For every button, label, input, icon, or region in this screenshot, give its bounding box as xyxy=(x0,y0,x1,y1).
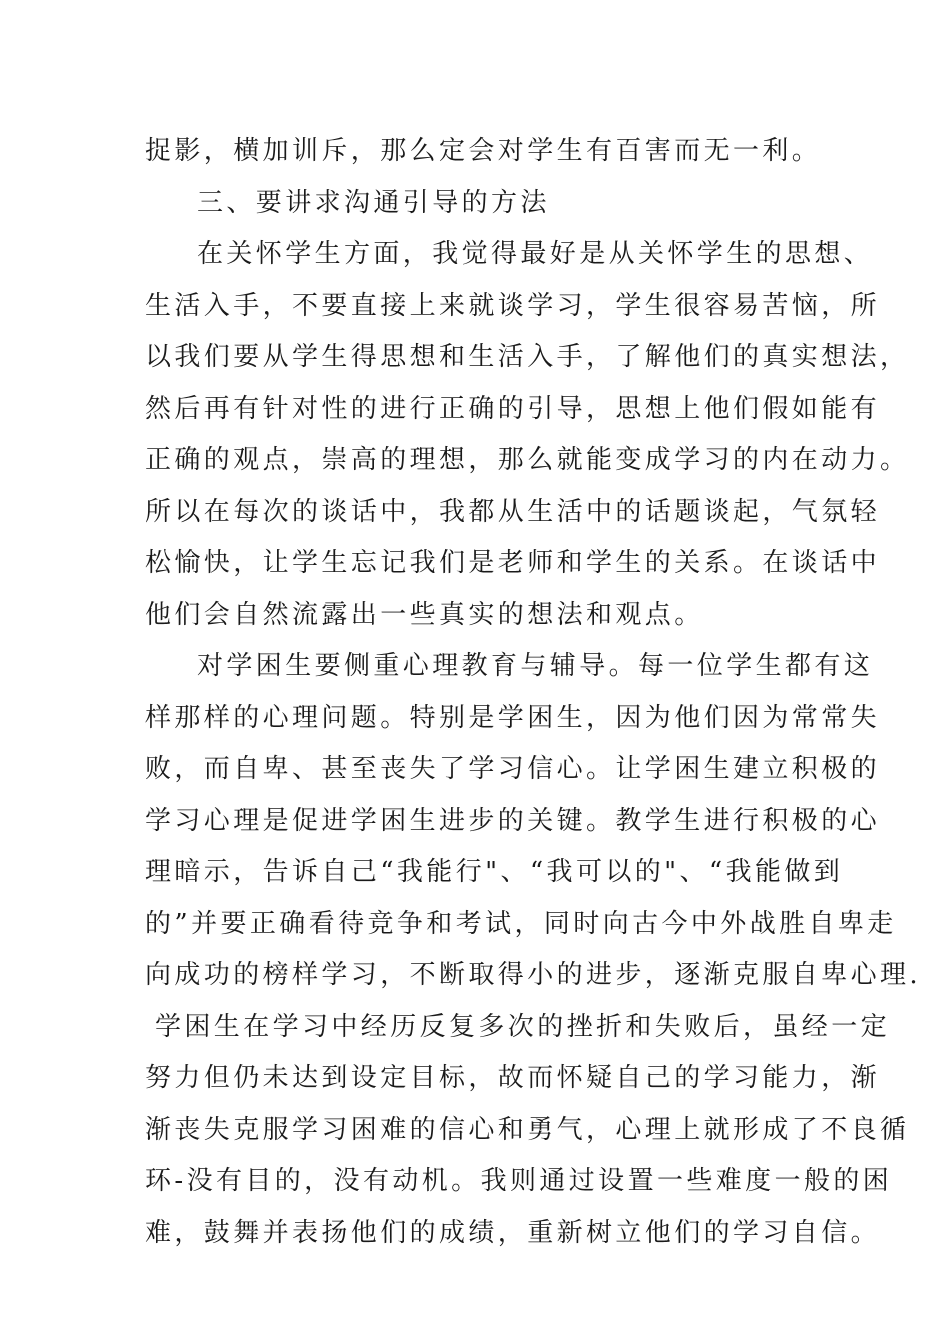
text-line: 向成功的榜样学习，不断取得小的进步，逐渐克服自卑心理. xyxy=(145,960,922,990)
text-line: 所以在每次的谈话中，我都从生活中的话题谈起，气氛轻 xyxy=(145,496,881,527)
text-line: 他们会自然流露出一些真实的想法和观点。 xyxy=(145,599,704,630)
text-line: 学习心理是促进学困生进步的关键。教学生进行积极的心 xyxy=(145,805,881,836)
text-line: 渐丧失克服学习困难的信心和勇气，心理上就形成了不良循 xyxy=(145,1114,910,1145)
text-line: 以我们要从学生得思想和生活入手，了解他们的真实想法， xyxy=(145,342,910,372)
section-heading: 三、要讲求沟通引导的方法 xyxy=(197,187,550,218)
text-line: 败，而自卑、甚至丧失了学习信心。让学困生建立积极的 xyxy=(145,754,881,784)
document-body xyxy=(145,126,922,1259)
text-line: 正确的观点，崇高的理想，那么就能变成学习的内在动力。 xyxy=(145,445,910,475)
text-line: 的”并要正确看待竞争和考试，同时向古今中外战胜自卑走 xyxy=(145,908,897,939)
text-line: 努力但仍未达到设定目标，故而怀疑自己的学习能力，渐 xyxy=(145,1063,881,1093)
text-line: 在关怀学生方面，我觉得最好是从关怀学生的思想、 xyxy=(197,239,874,269)
text-line: 对学困生要侧重心理教育与辅导。每一位学生都有这 xyxy=(197,651,874,681)
text-line: 然后再有针对性的进行正确的引导，思想上他们假如能有 xyxy=(145,393,881,424)
text-line: 学困生在学习中经历反复多次的挫折和失败后，虽经一定 xyxy=(155,1011,891,1042)
text-line: 捉影，横加训斥，那么定会对学生有百害而无一利。 xyxy=(145,136,822,166)
text-line: 松愉快，让学生忘记我们是老师和学生的关系。在谈话中 xyxy=(145,548,881,578)
text-line: 理暗示，告诉自己“我能行"、“我可以的"、“我能做到 xyxy=(145,857,844,887)
text-line: 环-没有目的，没有动机。我则通过设置一些难度一般的困 xyxy=(145,1166,893,1196)
text-line: 样那样的心理问题。特别是学困生，因为他们因为常常失 xyxy=(145,702,881,733)
text-line: 生活入手，不要直接上来就谈学习，学生很容易苦恼，所 xyxy=(145,290,881,321)
text-line: 难，鼓舞并表扬他们的成绩，重新树立他们的学习自信。 xyxy=(145,1217,881,1248)
